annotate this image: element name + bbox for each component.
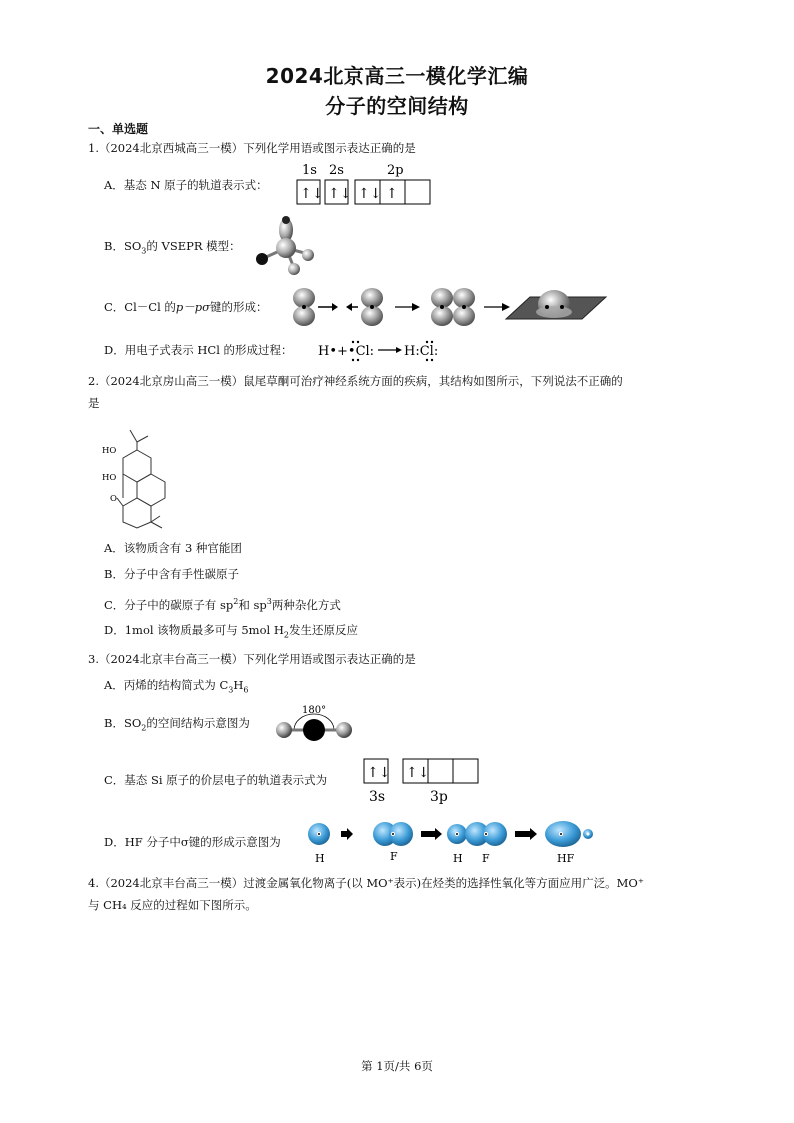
formula-left: H•+•Cl: [318,344,375,359]
o-label: O [110,494,117,504]
question-3-stem: 3.（2024北京丰台高三一模）下列化学用语或图示表达正确的是 [88,652,416,666]
q2-option-c: C．分子中的碳原子有 $sp^2$和 $sp^3$两种杂化方式 [104,597,341,612]
question-4-stem: 4.（2024北京丰台高三一模）过渡金属氧化物离子(以 MO⁺表示)在烃类的选择性氧化等方面应用广泛。MO⁺ 与 CH₄ 反应的过程如下图所示。 [88,876,644,912]
orbital-label-2s: 2s [329,163,344,178]
hf-label-f1: F [390,850,398,863]
si-arrow-3p: ↑↓ [406,765,430,781]
so3-vsepr-model [250,212,325,282]
orbital-arrow-2s: ↑↓ [328,186,352,202]
q1-option-a: A．基态 N 原子的轨道表示式： [104,178,268,192]
orbital-label-2p: 2p [387,163,404,178]
ho-label-2: HO [102,473,117,483]
hf-label-h2: H [453,852,463,865]
pp-sigma-bond-diagram [290,285,610,329]
q3-option-d: D．HF 分子中σ键的形成示意图为 [104,835,281,849]
q3-option-a: A．丙烯的结构简式为 $C_3H_6$ [104,678,249,695]
orbital-arrow-2p1: ↑↓ [358,186,382,202]
q3-option-b: B．$SO_2$的空间结构示意图为 [104,716,250,733]
hf-label-hf: HF [557,852,575,865]
hcl-electron-formula [316,338,446,364]
q2-option-d: D．1mol 该物质最多可与 5mol $H_2$发生还原反应 [104,623,358,640]
si-arrow-3s: ↑↓ [367,765,391,781]
q1-option-d: D．用电子式表示 HCl 的形成过程： [104,343,293,357]
carnosol-structure [100,424,180,529]
si-label-3p: 3p [430,789,448,805]
hf-label-h1: H [315,852,325,865]
orbital-label-1s: 1s [302,163,317,178]
page-title: 2024北京高三一模化学汇编 [265,64,529,88]
page-subtitle: 分子的空间结构 [325,94,469,118]
si-label-3s: 3s [369,789,386,805]
page-footer: 第 1页/共 6页 [361,1059,433,1073]
q1-orbital-diagram [292,160,437,208]
hf-label-f2: F [482,852,490,865]
q2-option-b: B．分子中含有手性碳原子 [104,567,239,581]
question-1-stem: 1.（2024北京西城高三一模）下列化学用语或图示表达正确的是 [88,141,416,155]
ho-label-1: HO [102,446,117,456]
question-2-stem: 2.（2024北京房山高三一模）鼠尾草酮可治疗神经系统方面的疾病，其结构如图所示，下列说法不正确的 是 [88,374,623,410]
section-heading: 一、单选题 [88,122,149,136]
so2-structure-diagram [272,700,357,742]
orbital-arrow-2p2: ↑ [386,186,398,202]
orbital-arrow-1s: ↑↓ [300,186,324,202]
q1-option-b: B．$SO_3$的 VSEPR 模型： [104,239,241,256]
si-orbital-diagram [360,757,485,807]
angle-label: 180° [302,705,327,716]
q3-option-c: C．基态 Si 原子的价层电子的轨道表示式为 [104,773,328,787]
hf-sigma-diagram [305,818,605,866]
formula-right: H:Cl: [404,344,439,359]
q1-option-c: C．Cl－Cl 的p－pσ键的形成： [104,300,268,314]
q2-option-a: A．该物质含有 3 种官能团 [104,541,242,555]
